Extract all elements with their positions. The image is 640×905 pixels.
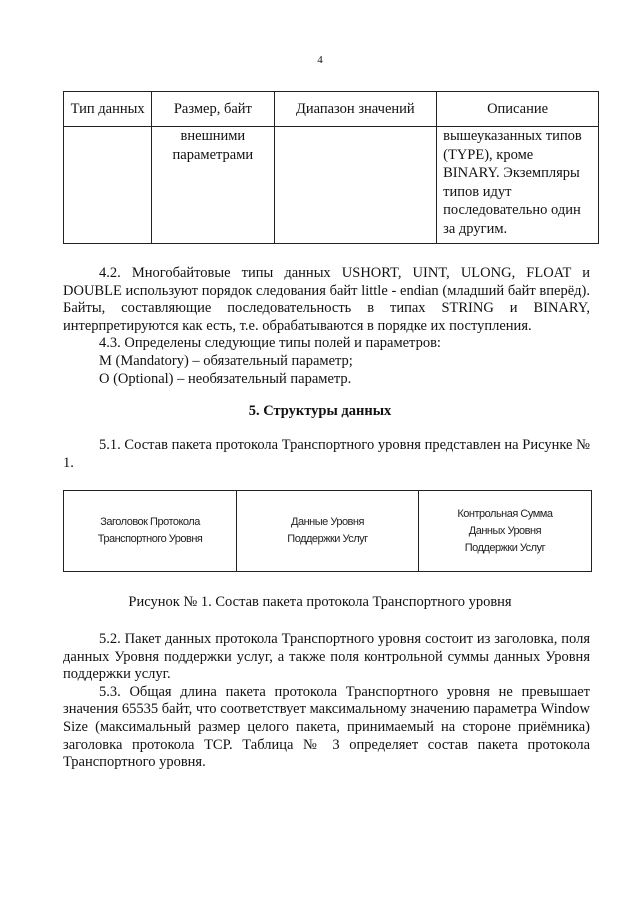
paragraph-4-2: 4.2. Многобайтовые типы данных USHORT, UINT, ULONG, FLOAT и DOUBLE используют порядок следования байт little - endian (младший байт вперёд). Байты, составляющие последовательность в типах STRING и BINARY, интерпретируются как есть, т.е. обрабатываются в порядке их поступления. xyxy=(63,265,590,334)
paragraph-4-3: 4.3. Определены следующие типы полей и параметров: xyxy=(99,335,441,352)
packet-structure-diagram xyxy=(63,490,592,572)
header-size: Размер, байт xyxy=(152,92,274,127)
section-5-intro xyxy=(63,437,590,472)
data-types-table-continuation xyxy=(63,91,599,244)
diagram-block-checksum: Контрольная Сумма Данных Уровня Поддержки Услуг xyxy=(418,491,591,571)
table-row xyxy=(64,127,599,244)
paragraph-5-1: 5.1. Состав пакета протокола Транспортного уровня представлен на Рисунке № 1. xyxy=(63,437,590,471)
cell-type xyxy=(64,127,152,244)
paragraph-5-3: 5.3. Общая длина пакета протокола Транспортного уровня не превышает значения 65535 байт, что соответствует максимальному значению параметра Window Size (максимальный размер целого пакета, принимаемый на стороне приёмника) заголовка протокола TCP. Таблица № 3 определяет состав пакета протокола Транспортного уровня. xyxy=(63,683,590,771)
mandatory-definition: M (Mandatory) – обязательный параметр; xyxy=(99,352,353,369)
cell-range xyxy=(274,127,437,244)
diagram-block-header: Заголовок Протокола Транспортного Уровня xyxy=(97,516,203,545)
cell-size: внешними параметрами xyxy=(152,127,274,244)
optional-definition: O (Optional) – необязательный параметр. xyxy=(99,370,352,387)
header-range: Диапазон значений xyxy=(274,92,437,127)
diagram-block-data: Данные Уровня Поддержки Услуг xyxy=(236,491,418,571)
header-type: Тип данных xyxy=(64,92,152,127)
cell-description: вышеуказанных типов (TYPE), кроме BINARY. Экземпляры типов идут последовательно один за другим. xyxy=(437,127,599,244)
paragraph-5-2: 5.2. Пакет данных протокола Транспортного уровня состоит из заголовка, поля данных Уровня поддержки услуг, а также поля контрольной суммы данных Уровня поддержки услуг. xyxy=(63,631,590,683)
section-5-text xyxy=(63,631,590,772)
page-number: 4 xyxy=(317,54,323,66)
table-header-row xyxy=(64,92,599,127)
figure-caption: Рисунок № 1. Состав пакета протокола Транспортного уровня xyxy=(128,594,512,610)
section-title: 5. Структуры данных xyxy=(248,403,392,419)
section-4-text xyxy=(63,265,590,388)
header-description: Описание xyxy=(437,92,599,127)
